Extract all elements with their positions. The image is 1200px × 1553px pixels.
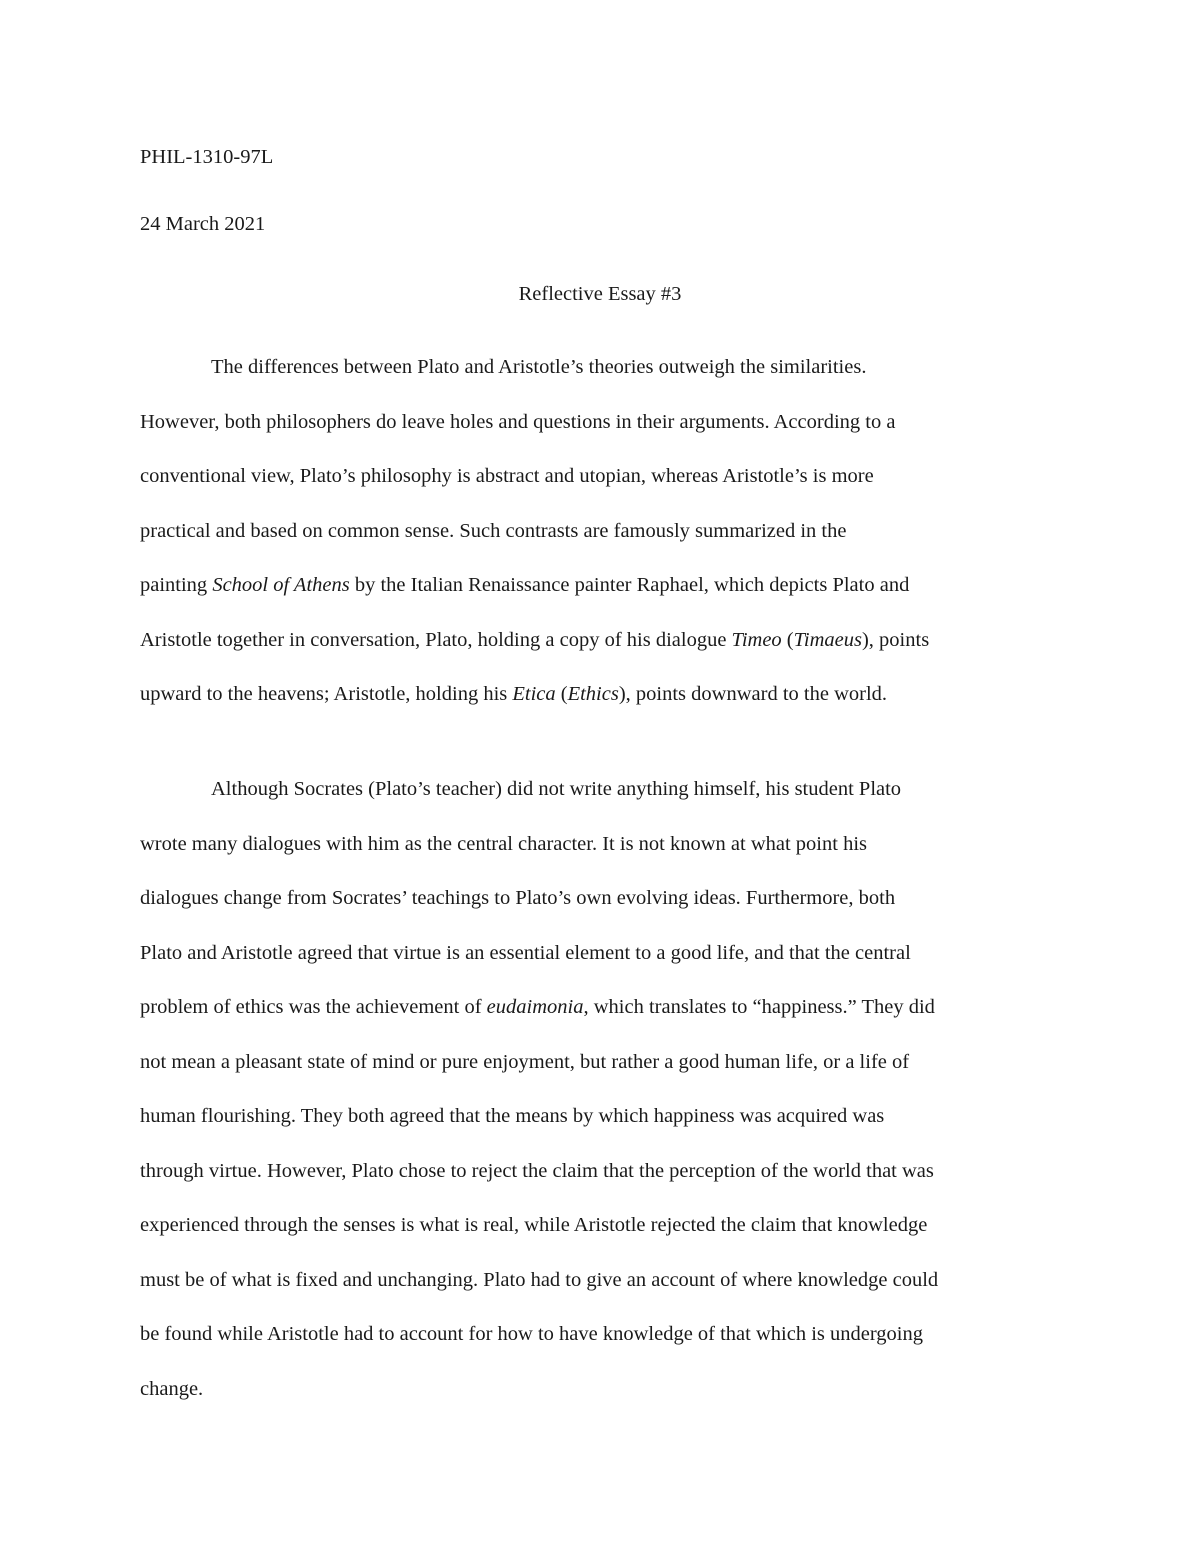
text-run: However, both philosophers do leave holes and questions in their arguments. According to a [140, 410, 896, 433]
text-line [140, 776, 1070, 831]
text-line [140, 940, 1070, 995]
text-run: Plato and Aristotle agreed that virtue is an essential element to a good life, and that the central [140, 941, 911, 964]
text-run: wrote many dialogues with him as the central character. It is not known at what point his [140, 832, 867, 855]
text-run: dialogues change from Socrates’ teachings to Plato’s own evolving ideas. Furthermore, both [140, 887, 896, 909]
text-run: painting [140, 574, 213, 596]
text-line [140, 831, 1070, 886]
text-line [140, 1158, 1070, 1213]
text-line [140, 994, 1070, 1049]
italic-title: Timaeus [793, 628, 862, 651]
text-run: change. [140, 1377, 204, 1400]
text-run: experienced through the senses is what is real, while Aristotle rejected the claim that knowledge [140, 1214, 928, 1236]
text-line [140, 1049, 1070, 1104]
italic-title: School of Athens [212, 574, 350, 596]
italic-title: Ethics [567, 683, 619, 705]
text-run: The differences between Plato and Aristotle’s theories outweigh the similarities. [211, 356, 867, 378]
essay-title: Reflective Essay #3 [518, 283, 682, 305]
text-run: Although Socrates (Plato’s teacher) did not write anything himself, his student Plato [211, 778, 902, 800]
text-run: by the Italian Renaissance painter Raphael, which depicts Plato and [349, 574, 910, 596]
text-line [140, 572, 1070, 627]
text-run: through virtue. However, Plato chose to reject the claim that the perception of the world that was [140, 1159, 934, 1182]
text-line [140, 354, 1070, 409]
text-run: practical and based on common sense. Such contrasts are famously summarized in the [140, 519, 847, 542]
text-line [140, 1321, 1070, 1376]
text-run: not mean a pleasant state of mind or pure enjoyment, but rather a good human life, or a life of [140, 1050, 910, 1073]
text-line [140, 518, 1070, 573]
italic-title: Timeo [731, 628, 782, 651]
text-line [140, 463, 1070, 518]
paragraph [140, 354, 1070, 736]
paragraph [140, 776, 1070, 1430]
text-run: ), points [861, 628, 930, 651]
text-run: , which translates to “happiness.” They did [583, 996, 935, 1018]
text-run: ( [555, 683, 568, 705]
italic-title: Etica [512, 683, 556, 705]
text-line [140, 627, 1070, 682]
text-run: problem of ethics was the achievement of [140, 996, 487, 1018]
text-run: be found while Aristotle had to account for how to have knowledge of that which is undergoing [140, 1323, 924, 1345]
text-line [140, 1376, 1070, 1431]
text-run: human flourishing. They both agreed that the means by which happiness was acquired was [140, 1105, 885, 1127]
text-run: ), points downward to the world. [618, 683, 888, 705]
essay-date: 24 March 2021 [140, 213, 266, 235]
text-line [140, 1212, 1070, 1267]
text-run: must be of what is fixed and unchanging. Plato had to give an account of where knowledge could [140, 1268, 939, 1291]
text-run: conventional view, Plato’s philosophy is abstract and utopian, whereas Aristotle’s is more [140, 465, 874, 487]
text-line [140, 681, 1070, 736]
text-line [140, 1103, 1070, 1158]
italic-title: eudaimonia [486, 996, 584, 1018]
text-run: upward to the heavens; Aristotle, holding his [140, 683, 513, 705]
course-code: PHIL-1310-97L [140, 146, 274, 168]
text-line [140, 1267, 1070, 1322]
text-line [140, 409, 1070, 464]
text-run: Aristotle together in conversation, Plato, holding a copy of his dialogue [140, 628, 732, 651]
text-run: ( [781, 628, 794, 651]
text-line [140, 885, 1070, 940]
